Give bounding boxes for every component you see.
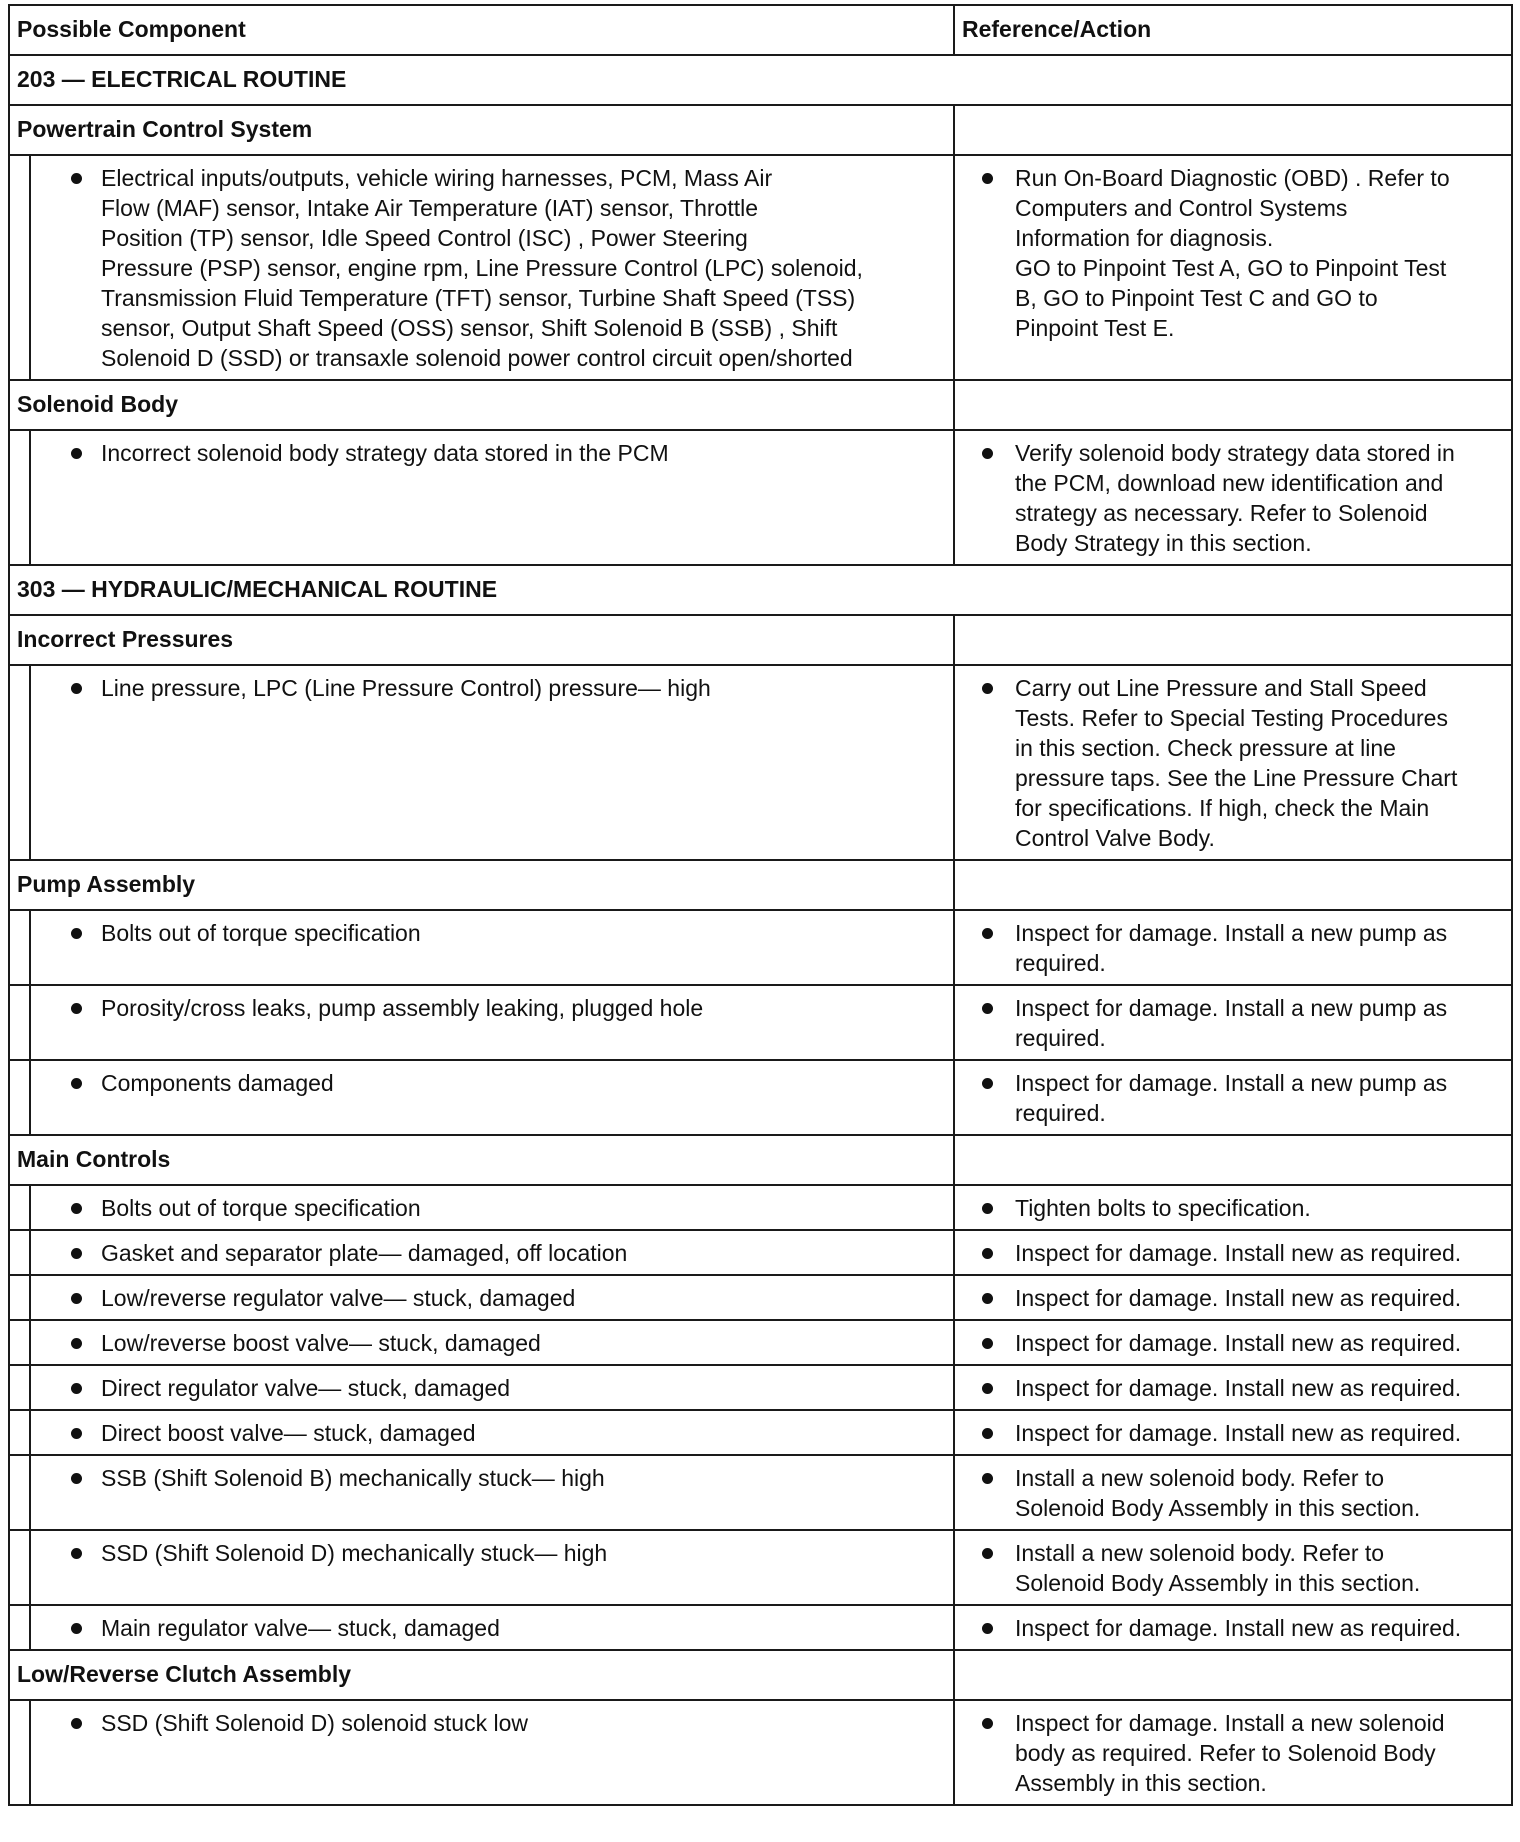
reference-action-cell — [954, 1060, 1512, 1135]
reference-action-line: GO to Pinpoint Test A, GO to Pinpoint Test — [1015, 255, 1447, 281]
reference-action-line: required. — [1015, 1100, 1106, 1126]
possible-component-cell — [30, 1185, 954, 1230]
reference-action-cell — [954, 155, 1512, 380]
reference-action-line: Computers and Control Systems — [1015, 195, 1348, 221]
possible-component-line: Components damaged — [101, 1070, 334, 1096]
bullet-icon — [71, 1078, 82, 1089]
table-row — [9, 1275, 1512, 1320]
component-group-action-blank — [954, 1650, 1512, 1700]
possible-component-line: Incorrect solenoid body strategy data stored in the PCM — [101, 440, 669, 466]
table-row — [9, 665, 1512, 860]
component-group-name: Main Controls — [9, 1135, 954, 1185]
indent-cell — [9, 985, 30, 1060]
indent-cell — [9, 1275, 30, 1320]
component-group-action-blank — [954, 1135, 1512, 1185]
indent-cell — [9, 1365, 30, 1410]
routine-title: 203 — ELECTRICAL ROUTINE — [9, 55, 1512, 105]
possible-component-line: Bolts out of torque specification — [101, 920, 421, 946]
bullet-icon — [982, 1248, 993, 1259]
possible-component-line: Pressure (PSP) sensor, engine rpm, Line Pressure Control (LPC) solenoid, — [101, 255, 863, 281]
bullet-icon — [71, 1623, 82, 1634]
reference-action-line: Inspect for damage. Install new as required. — [1015, 1330, 1462, 1356]
reference-action-line: Inspect for damage. Install a new pump as — [1015, 995, 1448, 1021]
reference-action-line: B, GO to Pinpoint Test C and GO to — [1015, 285, 1378, 311]
bullet-icon — [71, 1383, 82, 1394]
bullet-icon — [982, 1548, 993, 1559]
table-row — [9, 430, 1512, 565]
indent-cell — [9, 1185, 30, 1230]
bullet-icon — [982, 1338, 993, 1349]
possible-component-line: SSD (Shift Solenoid D) solenoid stuck low — [101, 1710, 528, 1736]
table-row — [9, 1700, 1512, 1805]
indent-cell — [9, 1605, 30, 1650]
table-row — [9, 1530, 1512, 1605]
reference-action-line: strategy as necessary. Refer to Solenoid — [1015, 500, 1428, 526]
indent-cell — [9, 1410, 30, 1455]
possible-component-cell — [30, 1455, 954, 1530]
reference-action-cell — [954, 1455, 1512, 1530]
bullet-icon — [71, 1338, 82, 1349]
possible-component-cell — [30, 910, 954, 985]
reference-action-line: Solenoid Body Assembly in this section. — [1015, 1570, 1421, 1596]
possible-component-cell — [30, 1605, 954, 1650]
reference-action-line: for specifications. If high, check the Main — [1015, 795, 1430, 821]
component-group-name: Low/Reverse Clutch Assembly — [9, 1650, 954, 1700]
indent-cell — [9, 1060, 30, 1135]
bullet-icon — [982, 1473, 993, 1484]
bullet-icon — [982, 1428, 993, 1439]
possible-component-line: Low/reverse boost valve— stuck, damaged — [101, 1330, 541, 1356]
possible-component-line: Low/reverse regulator valve— stuck, damaged — [101, 1285, 576, 1311]
possible-component-cell — [30, 1410, 954, 1455]
bullet-icon — [71, 1293, 82, 1304]
reference-action-cell — [954, 1230, 1512, 1275]
possible-component-line: Solenoid D (SSD) or transaxle solenoid power control circuit open/shorted — [101, 345, 853, 371]
component-group-name: Powertrain Control System — [9, 105, 954, 155]
reference-action-line: required. — [1015, 1025, 1106, 1051]
possible-component-line: Transmission Fluid Temperature (TFT) sensor, Turbine Shaft Speed (TSS) — [101, 285, 856, 311]
reference-action-cell — [954, 665, 1512, 860]
possible-component-line: sensor, Output Shaft Speed (OSS) sensor, Shift Solenoid B (SSB) , Shift — [101, 315, 838, 341]
bullet-icon — [982, 928, 993, 939]
table-row — [9, 910, 1512, 985]
bullet-icon — [982, 1003, 993, 1014]
reference-action-line: Carry out Line Pressure and Stall Speed — [1015, 675, 1427, 701]
table-row — [9, 1320, 1512, 1365]
reference-action-line: Pinpoint Test E. — [1015, 315, 1175, 341]
reference-action-line: in this section. Check pressure at line — [1015, 735, 1396, 761]
possible-component-line: Porosity/cross leaks, pump assembly leaking, plugged hole — [101, 995, 704, 1021]
reference-action-cell — [954, 1365, 1512, 1410]
reference-action-line: Inspect for damage. Install new as required. — [1015, 1420, 1462, 1446]
possible-component-cell — [30, 1320, 954, 1365]
indent-cell — [9, 1455, 30, 1530]
bullet-icon — [982, 1383, 993, 1394]
component-group-row — [9, 380, 1512, 430]
reference-action-line: pressure taps. See the Line Pressure Chart — [1015, 765, 1458, 791]
possible-component-line: SSD (Shift Solenoid D) mechanically stuck— high — [101, 1540, 608, 1566]
indent-cell — [9, 155, 30, 380]
bullet-icon — [71, 683, 82, 694]
reference-action-line: Assembly in this section. — [1015, 1770, 1267, 1796]
reference-action-line: Inspect for damage. Install new as required. — [1015, 1615, 1462, 1641]
bullet-icon — [982, 1623, 993, 1634]
bullet-icon — [71, 1718, 82, 1729]
routine-row — [9, 55, 1512, 105]
possible-component-line: Flow (MAF) sensor, Intake Air Temperature (IAT) sensor, Throttle — [101, 195, 759, 221]
reference-action-cell — [954, 1605, 1512, 1650]
component-group-row — [9, 860, 1512, 910]
bullet-icon — [982, 1718, 993, 1729]
bullet-icon — [71, 1428, 82, 1439]
reference-action-line: Inspect for damage. Install a new solenoid — [1015, 1710, 1445, 1736]
reference-action-cell — [954, 430, 1512, 565]
table-row — [9, 1365, 1512, 1410]
possible-component-line: SSB (Shift Solenoid B) mechanically stuck— high — [101, 1465, 605, 1491]
possible-component-line: Line pressure, LPC (Line Pressure Control) pressure— high — [101, 675, 711, 701]
reference-action-line: required. — [1015, 950, 1106, 976]
reference-action-cell — [954, 985, 1512, 1060]
component-group-action-blank — [954, 860, 1512, 910]
header-reference-action: Reference/Action — [954, 5, 1512, 55]
reference-action-line: Inspect for damage. Install new as required. — [1015, 1240, 1462, 1266]
indent-cell — [9, 1230, 30, 1275]
component-group-name: Pump Assembly — [9, 860, 954, 910]
table-row — [9, 1605, 1512, 1650]
possible-component-line: Electrical inputs/outputs, vehicle wiring harnesses, PCM, Mass Air — [101, 165, 773, 191]
possible-component-cell — [30, 985, 954, 1060]
header-row — [9, 5, 1512, 55]
possible-component-cell — [30, 1700, 954, 1805]
possible-component-line: Gasket and separator plate— damaged, off location — [101, 1240, 628, 1266]
reference-action-line: Solenoid Body Assembly in this section. — [1015, 1495, 1421, 1521]
reference-action-line: the PCM, download new identification and — [1015, 470, 1444, 496]
reference-action-line: Install a new solenoid body. Refer to — [1015, 1540, 1385, 1566]
reference-action-cell — [954, 1185, 1512, 1230]
reference-action-line: Run On-Board Diagnostic (OBD) . Refer to — [1015, 165, 1450, 191]
bullet-icon — [982, 173, 993, 184]
reference-action-line: Inspect for damage. Install a new pump as — [1015, 1070, 1448, 1096]
reference-action-cell — [954, 1700, 1512, 1805]
reference-action-line: body as required. Refer to Solenoid Body — [1015, 1740, 1436, 1766]
bullet-icon — [71, 1248, 82, 1259]
table-row — [9, 1230, 1512, 1275]
possible-component-line: Main regulator valve— stuck, damaged — [101, 1615, 500, 1641]
possible-component-cell — [30, 155, 954, 380]
component-group-row — [9, 105, 1512, 155]
bullet-icon — [71, 448, 82, 459]
reference-action-line: Inspect for damage. Install new as required. — [1015, 1285, 1462, 1311]
table-row — [9, 155, 1512, 380]
reference-action-cell — [954, 1275, 1512, 1320]
reference-action-cell — [954, 1530, 1512, 1605]
bullet-icon — [982, 1293, 993, 1304]
component-group-row — [9, 1135, 1512, 1185]
possible-component-cell — [30, 1530, 954, 1605]
bullet-icon — [71, 173, 82, 184]
bullet-icon — [71, 1203, 82, 1214]
reference-action-line: Information for diagnosis. — [1015, 225, 1274, 251]
possible-component-line: Bolts out of torque specification — [101, 1195, 421, 1221]
reference-action-line: Tighten bolts to specification. — [1015, 1195, 1311, 1221]
reference-action-cell — [954, 1320, 1512, 1365]
bullet-icon — [982, 683, 993, 694]
diagnosis-table — [8, 4, 1513, 1806]
reference-action-line: Control Valve Body. — [1015, 825, 1215, 851]
reference-action-line: Tests. Refer to Special Testing Procedures — [1015, 705, 1448, 731]
possible-component-cell — [30, 665, 954, 860]
table-row — [9, 1060, 1512, 1135]
bullet-icon — [982, 1078, 993, 1089]
reference-action-line: Inspect for damage. Install new as required. — [1015, 1375, 1462, 1401]
reference-action-cell — [954, 1410, 1512, 1455]
indent-cell — [9, 430, 30, 565]
reference-action-line: Verify solenoid body strategy data stored in — [1015, 440, 1455, 466]
reference-action-line: Body Strategy in this section. — [1015, 530, 1312, 556]
component-group-name: Solenoid Body — [9, 380, 954, 430]
indent-cell — [9, 1700, 30, 1805]
possible-component-cell — [30, 1060, 954, 1135]
table-row — [9, 1455, 1512, 1530]
reference-action-line: Inspect for damage. Install a new pump as — [1015, 920, 1448, 946]
possible-component-line: Direct boost valve— stuck, damaged — [101, 1420, 476, 1446]
possible-component-cell — [30, 430, 954, 565]
indent-cell — [9, 910, 30, 985]
bullet-icon — [982, 448, 993, 459]
component-group-row — [9, 1650, 1512, 1700]
bullet-icon — [71, 1473, 82, 1484]
component-group-row — [9, 615, 1512, 665]
possible-component-line: Position (TP) sensor, Idle Speed Control (ISC) , Power Steering — [101, 225, 748, 251]
header-possible-component: Possible Component — [9, 5, 954, 55]
reference-action-line: Install a new solenoid body. Refer to — [1015, 1465, 1385, 1491]
component-group-action-blank — [954, 380, 1512, 430]
indent-cell — [9, 1320, 30, 1365]
possible-component-cell — [30, 1365, 954, 1410]
component-group-action-blank — [954, 105, 1512, 155]
possible-component-cell — [30, 1230, 954, 1275]
routine-row — [9, 565, 1512, 615]
indent-cell — [9, 1530, 30, 1605]
table-row — [9, 985, 1512, 1060]
bullet-icon — [71, 1003, 82, 1014]
diagnosis-table-body — [9, 5, 1512, 1805]
possible-component-cell — [30, 1275, 954, 1320]
possible-component-line: Direct regulator valve— stuck, damaged — [101, 1375, 511, 1401]
reference-action-cell — [954, 910, 1512, 985]
indent-cell — [9, 665, 30, 860]
component-group-name: Incorrect Pressures — [9, 615, 954, 665]
table-row — [9, 1410, 1512, 1455]
table-row — [9, 1185, 1512, 1230]
routine-title: 303 — HYDRAULIC/MECHANICAL ROUTINE — [9, 565, 1512, 615]
component-group-action-blank — [954, 615, 1512, 665]
bullet-icon — [71, 928, 82, 939]
bullet-icon — [982, 1203, 993, 1214]
bullet-icon — [71, 1548, 82, 1559]
